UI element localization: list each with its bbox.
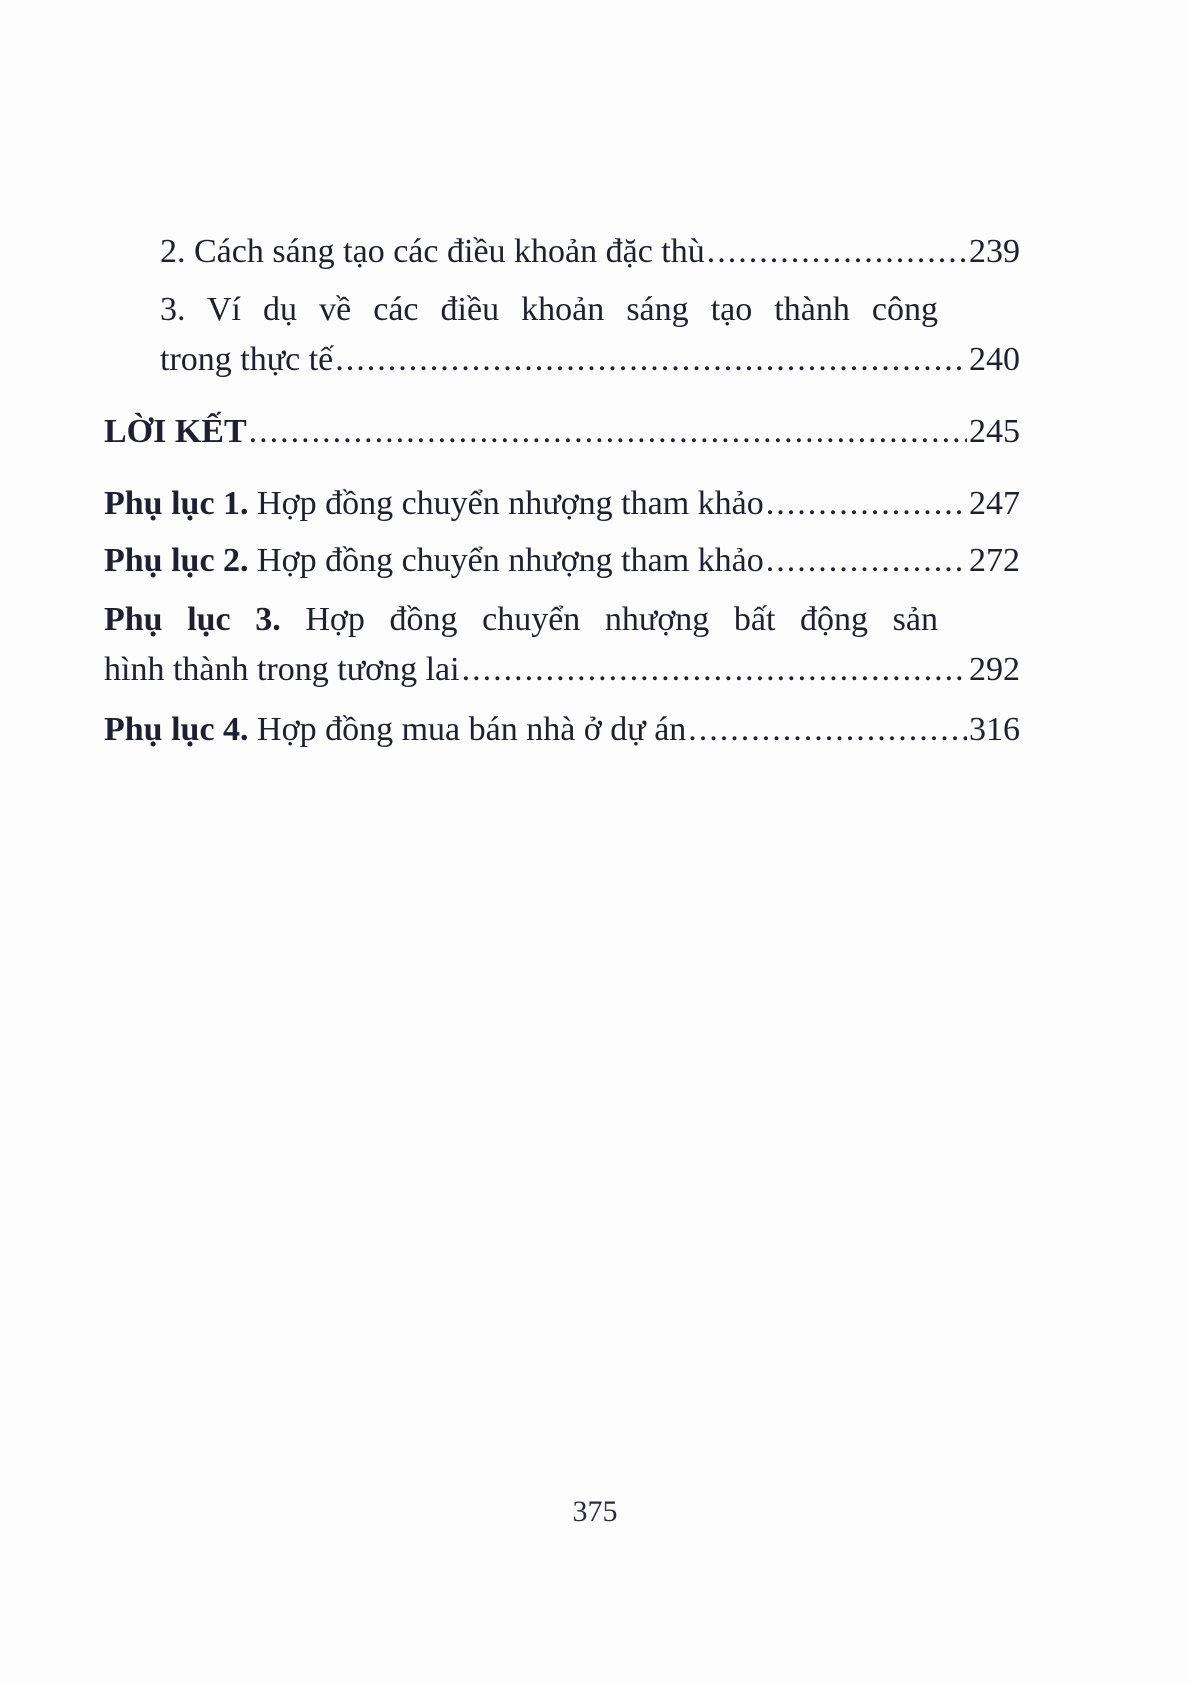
page-number: 375 — [572, 1495, 618, 1528]
appendix-label: Phụ lục 2. — [104, 542, 249, 579]
toc-entry-appendix-3-line1 — [104, 600, 938, 640]
appendix-label: Phụ lục 1. — [104, 485, 249, 522]
dot-leader — [335, 340, 967, 380]
toc-entry-2 — [160, 232, 1020, 272]
appendix-label: Phụ lục 3. — [104, 601, 281, 638]
toc-entry-text: hình thành trong tương lai — [104, 651, 460, 688]
toc-entry-text: trong thực tế — [160, 341, 334, 378]
dot-leader — [766, 484, 967, 524]
dot-leader — [688, 710, 967, 750]
dot-leader — [249, 412, 967, 452]
toc-entry-appendix-3 — [104, 650, 1020, 690]
dot-leader — [707, 232, 967, 272]
toc-page-number: 240 — [969, 341, 1020, 378]
toc-page-number: 316 — [969, 711, 1020, 748]
toc-entry-text: Hợp đồng chuyển nhượng tham khảo — [257, 485, 764, 522]
dot-leader — [766, 541, 967, 581]
dot-leader — [462, 650, 967, 690]
toc-page-number: 247 — [969, 485, 1020, 522]
toc-entry-conclusion — [104, 412, 1020, 452]
toc-entry-text: Hợp đồng mua bán nhà ở dự án — [257, 711, 687, 748]
toc-page-number: 272 — [969, 542, 1020, 579]
toc-entry-appendix-1 — [104, 484, 1020, 524]
toc-page-number: 245 — [969, 413, 1020, 450]
toc-entry-3-line1: 3. Ví dụ về các điều khoản sáng tạo thành công — [160, 291, 938, 328]
toc-entry-text: Hợp đồng chuyển nhượng tham khảo — [257, 542, 764, 579]
toc-entry-text: Hợp đồng chuyển nhượng bất động sản — [305, 601, 938, 638]
toc-entry-appendix-2 — [104, 541, 1020, 581]
toc-entry-text: 2. Cách sáng tạo các điều khoản đặc thù — [160, 233, 705, 270]
toc-page-number: 239 — [969, 233, 1020, 270]
toc-entry-text: LỜI KẾT — [104, 413, 247, 450]
appendix-label: Phụ lục 4. — [104, 711, 249, 748]
toc-page-number: 292 — [969, 651, 1020, 688]
toc-entry-appendix-4 — [104, 710, 1020, 750]
toc-entry-3 — [160, 340, 1020, 380]
